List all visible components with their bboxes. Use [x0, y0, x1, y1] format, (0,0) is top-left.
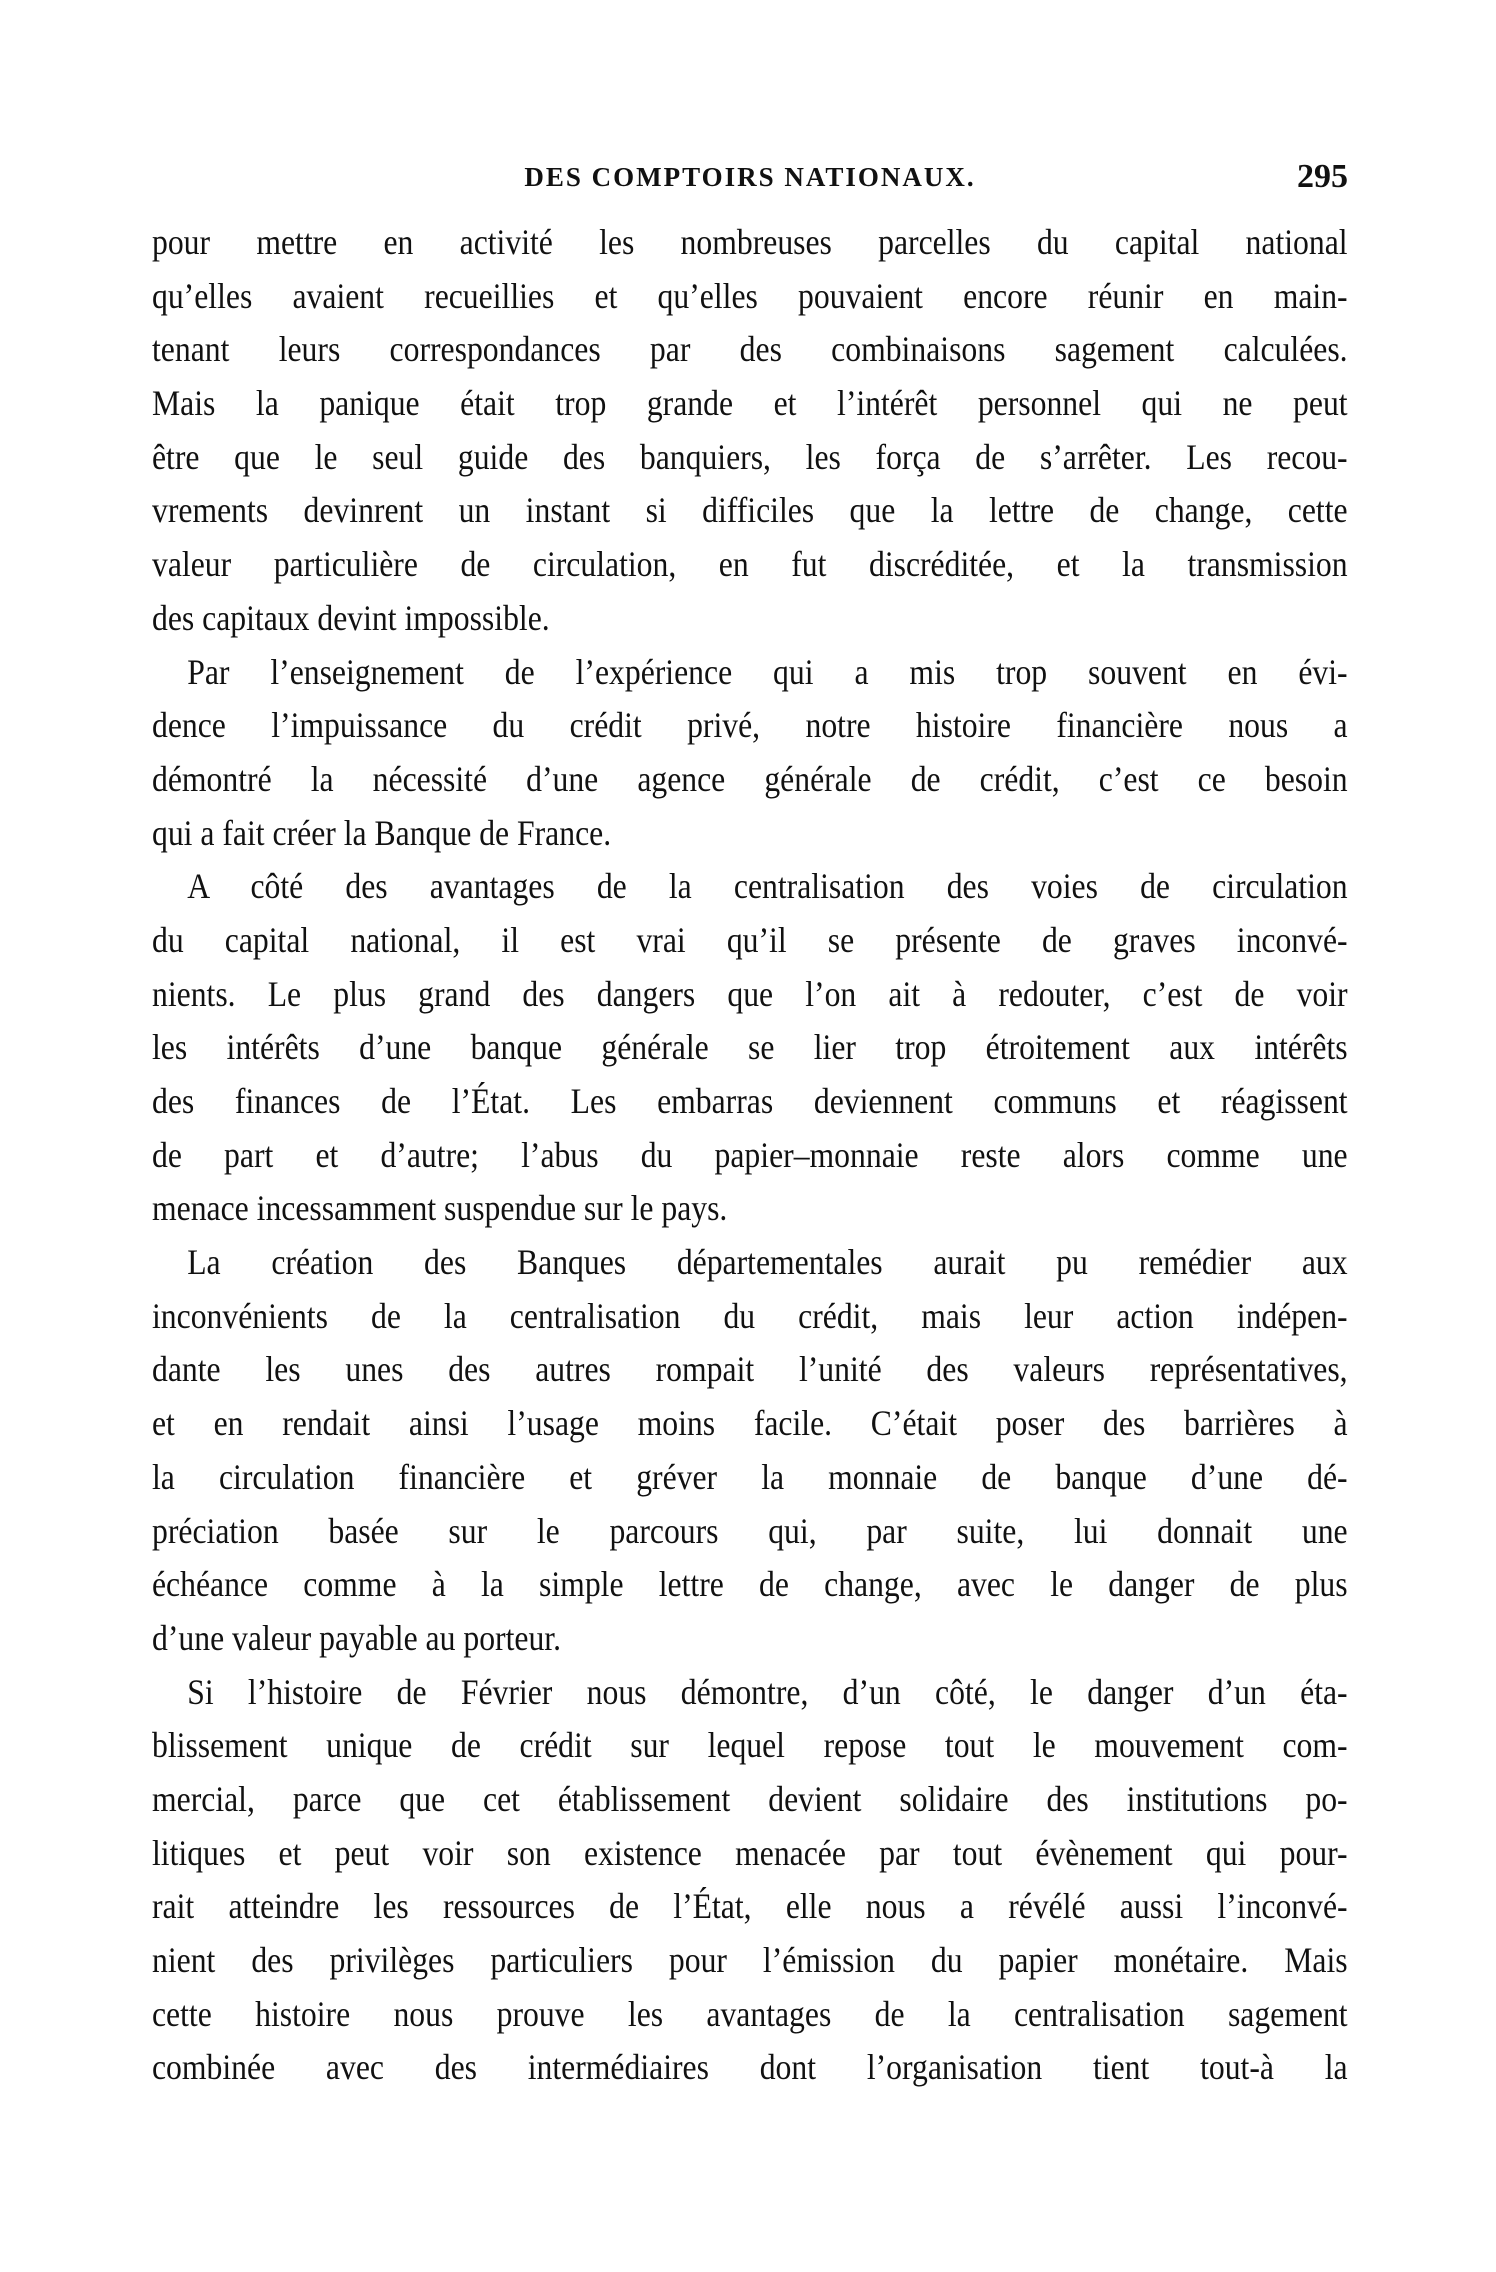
text-line: nients. Le plus grand des dangers que l’on ait à redouter, c’est de voir	[152, 973, 1348, 1014]
text-line: rait atteindre les ressources de l’État, elle nous a révélé aussi l’inconvé-	[152, 1886, 1348, 1927]
text-line: Mais la panique était trop grande et l’intérêt personnel qui ne peut	[152, 383, 1348, 424]
text-line: blissement unique de crédit sur lequel repose tout le mouvement com-	[152, 1725, 1348, 1766]
text-line: être que le seul guide des banquiers, les força de s’arrêter. Les recou-	[152, 436, 1348, 477]
text-line: tenant leurs correspondances par des combinaisons sagement calculées.	[152, 329, 1348, 370]
text-line: d’une valeur payable au porteur.	[152, 1617, 562, 1658]
text-line: préciation basée sur le parcours qui, par suite, lui donnait une	[152, 1510, 1348, 1551]
text-line: nient des privilèges particuliers pour l’émission du papier monétaire. Mais	[152, 1940, 1348, 1980]
text-line: A côté des avantages de la centralisation des voies de circulation	[187, 866, 1348, 907]
text-line: mercial, parce que cet établissement devient solidaire des institutions po-	[152, 1778, 1348, 1819]
text-line: dence l’impuissance du crédit privé, notre histoire financière nous a	[152, 705, 1348, 746]
running-head	[152, 158, 1348, 198]
text-line: inconvénients de la centralisation du crédit, mais leur action indépen-	[152, 1295, 1348, 1336]
body-text	[152, 216, 1348, 2095]
text-line: la circulation financière et gréver la monnaie de banque d’une dé-	[152, 1456, 1348, 1497]
text-line: La création des Banques départementales aurait pu remédier aux	[187, 1242, 1348, 1283]
text-line: échéance comme à la simple lettre de change, avec le danger de plus	[152, 1564, 1348, 1605]
text-line: les intérêts d’une banque générale se lier trop étroitement aux intérêts	[152, 1027, 1348, 1068]
text-line: du capital national, il est vrai qu’il se présente de graves inconvé-	[152, 919, 1348, 960]
text-line: Si l’histoire de Février nous démontre, d’un côté, le danger d’un éta-	[187, 1671, 1348, 1712]
text-line: des finances de l’État. Les embarras deviennent communs et réagissent	[152, 1081, 1348, 1121]
text-line: qui a fait créer la Banque de France.	[152, 812, 612, 853]
text-line: valeur particulière de circulation, en fut discréditée, et la transmission	[152, 544, 1348, 585]
text-line: de part et d’autre; l’abus du papier–monnaie reste alors comme une	[152, 1134, 1348, 1175]
text-line: pour mettre en activité les nombreuses parcelles du capital national	[152, 222, 1348, 262]
text-line: et en rendait ainsi l’usage moins facile. C’était poser des barrières à	[152, 1403, 1348, 1444]
text-line: menace incessamment suspendue sur le pays.	[152, 1188, 728, 1229]
text-line: litiques et peut voir son existence menacée par tout évènement qui pour-	[152, 1832, 1348, 1873]
text-line: vrements devinrent un instant si difficiles que la lettre de change, cette	[152, 490, 1348, 531]
text-line: des capitaux devint impossible.	[152, 597, 550, 638]
text-line: combinée avec des intermédiaires dont l’organisation tient tout-à la	[152, 2047, 1348, 2088]
text-line: Par l’enseignement de l’expérience qui a mis trop souvent en évi-	[187, 651, 1348, 692]
page-number: 295	[1297, 158, 1348, 195]
text-line: qu’elles avaient recueillies et qu’elles pouvaient encore réunir en main-	[152, 275, 1348, 316]
running-title: DES COMPTOIRS NATIONAUX.	[524, 162, 976, 192]
text-line: cette histoire nous prouve les avantages de la centralisation sagement	[152, 1993, 1348, 2034]
text-line: démontré la nécessité d’une agence générale de crédit, c’est ce besoin	[152, 758, 1348, 799]
text-line: dante les unes des autres rompait l’unité des valeurs représentatives,	[152, 1349, 1348, 1390]
